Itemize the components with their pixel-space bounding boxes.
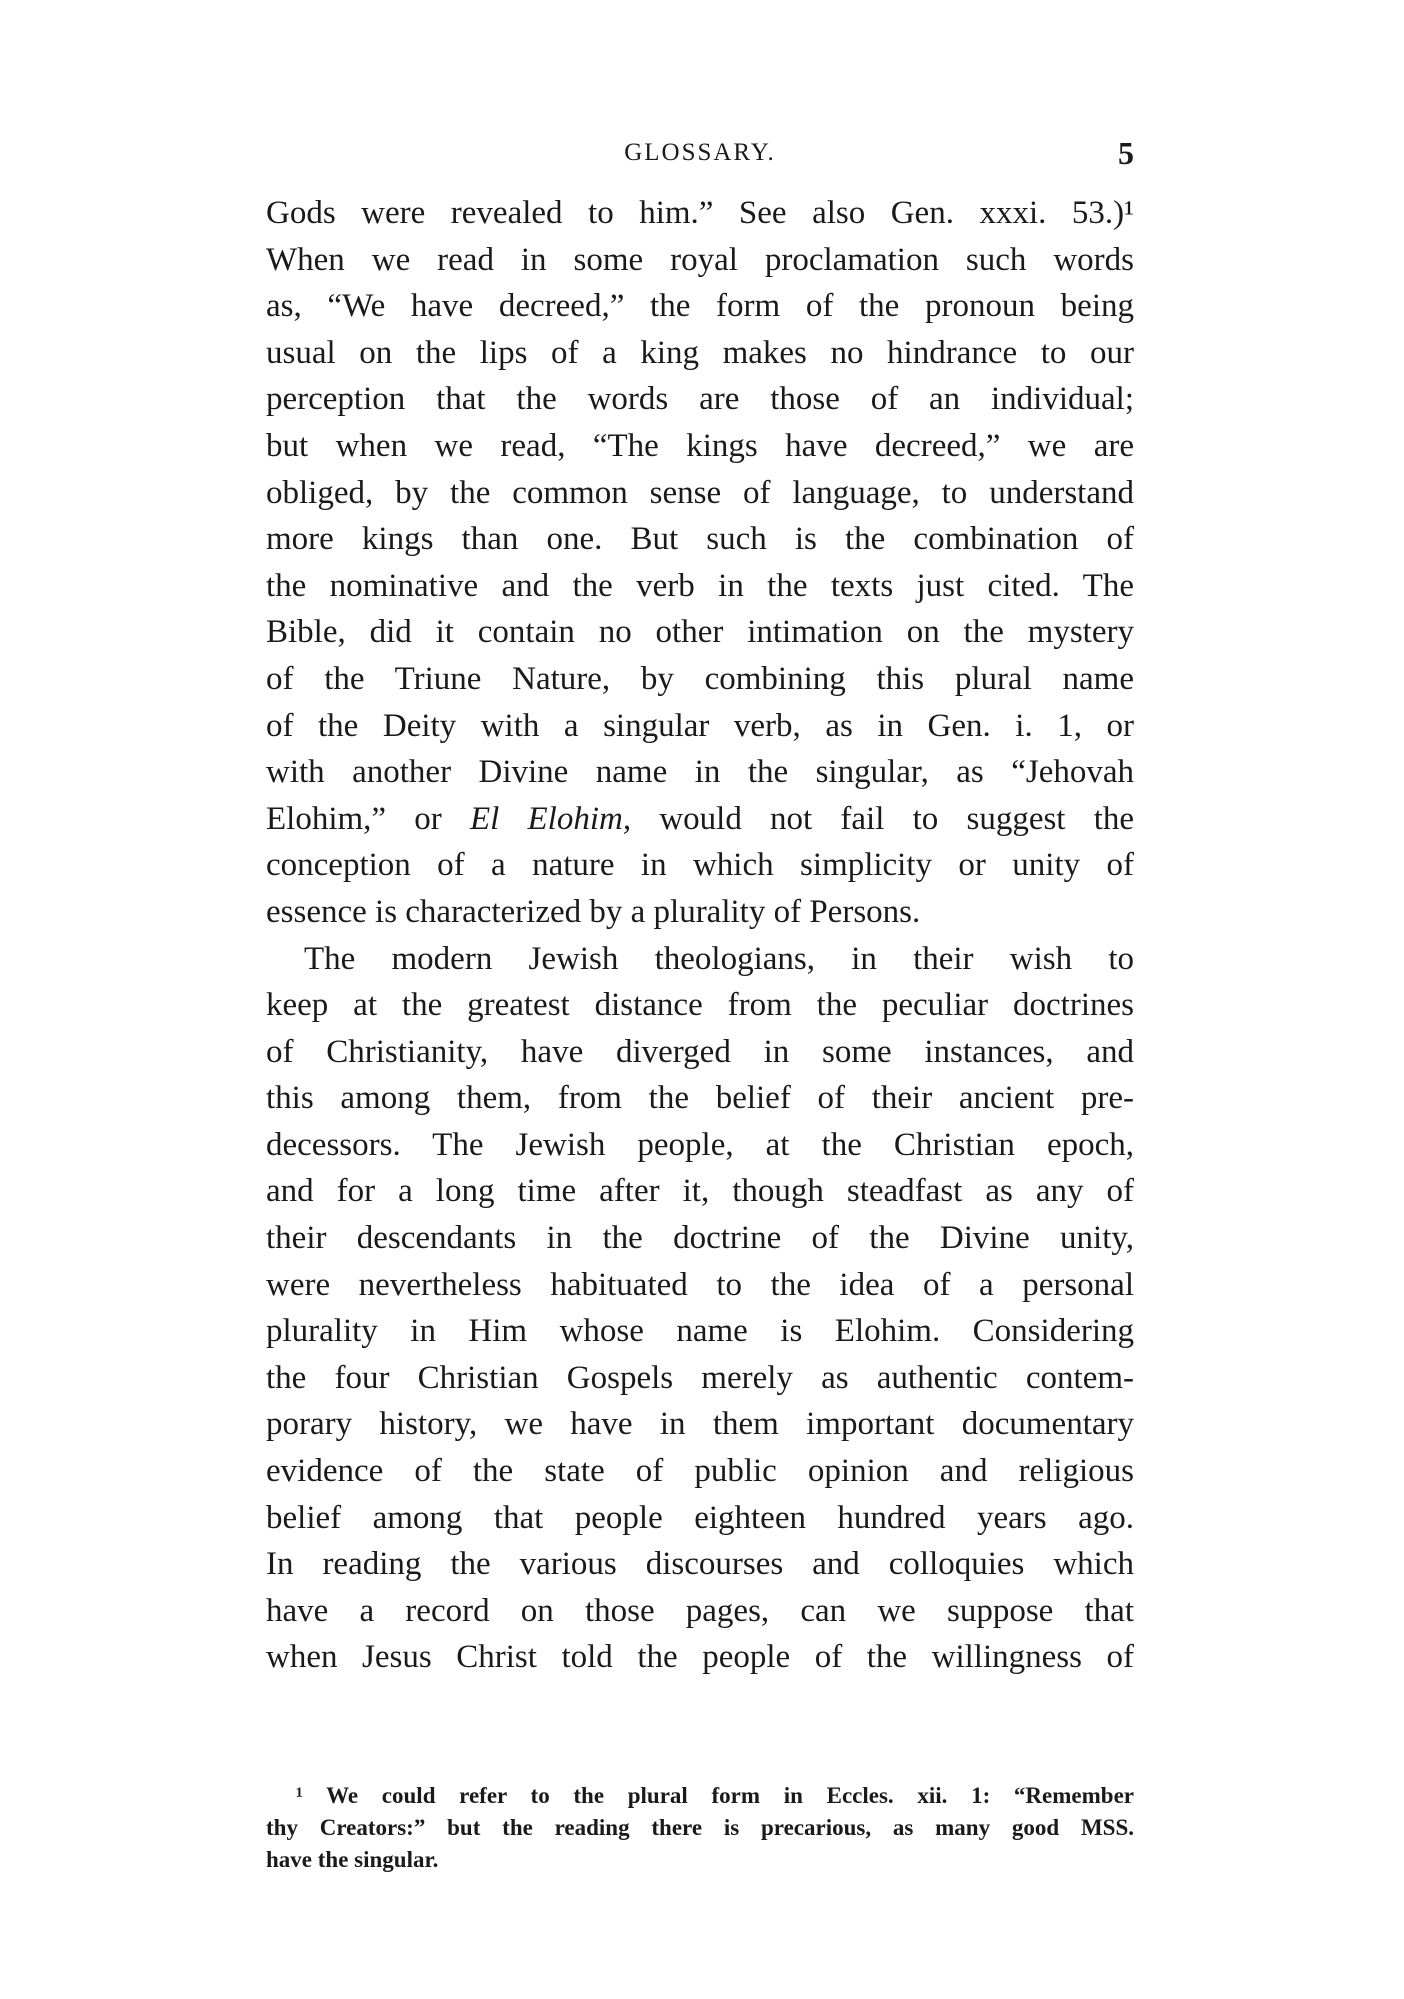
text-line: have a record on those pages, can we suppose that	[266, 1592, 1134, 1629]
text-line: their descendants in the doctrine of the Divine unity,	[266, 1220, 1134, 1257]
text-line: essence is characterized by a plurality of Persons.	[266, 893, 921, 930]
text-line: plurality in Him whose name is Elohim. Considering	[266, 1313, 1134, 1350]
text-line: perception that the words are those of an individual;	[266, 381, 1134, 418]
italic-term: El Elohim,	[469, 800, 632, 837]
text-line: as, “We have decreed,” the form of the pronoun being	[266, 288, 1134, 325]
footnote-line: thy Creators:” but the reading there is precarious, as many good MSS.	[266, 1815, 1134, 1840]
text-line: keep at the greatest distance from the peculiar doctrines	[266, 987, 1134, 1024]
text-line: more kings than one. But such is the combination of	[266, 521, 1134, 558]
text-line	[266, 796, 1134, 843]
text-line: evidence of the state of public opinion and religious	[266, 1453, 1134, 1490]
text-line: the four Christian Gospels merely as authentic contem-	[266, 1359, 1134, 1396]
text-line: but when we read, “The kings have decreed,” we are	[266, 427, 1134, 464]
text-line: the nominative and the verb in the texts just cited. The	[266, 567, 1134, 604]
footnote-line: have the singular.	[266, 1847, 439, 1872]
text-line: decessors. The Jewish people, at the Christian epoch,	[266, 1126, 1134, 1163]
text-line: were nevertheless habituated to the idea of a personal	[266, 1266, 1134, 1303]
text-line: of the Deity with a singular verb, as in Gen. i. 1, or	[266, 707, 1134, 744]
text-line: In reading the various discourses and colloquies which	[266, 1546, 1134, 1583]
text-line: and for a long time after it, though steadfast as any of	[266, 1173, 1134, 1210]
text-line: Gods were revealed to him.” See also Gen. xxxi. 53.)¹	[266, 195, 1134, 231]
body-text	[266, 190, 1134, 1681]
text-line: porary history, we have in them important documentary	[266, 1406, 1134, 1443]
text-line: conception of a nature in which simplicity or unity of	[266, 847, 1134, 884]
text-line: with another Divine name in the singular, as “Jehovah	[266, 754, 1134, 791]
text-line: when Jesus Christ told the people of the willingness of	[266, 1639, 1134, 1676]
text-line: usual on the lips of a king makes no hindrance to our	[266, 334, 1134, 371]
text-line: The modern Jewish theologians, in their wish to	[304, 940, 1134, 977]
page-number: 5	[1118, 135, 1134, 171]
running-head	[266, 133, 1134, 173]
footnote	[266, 1780, 1134, 1876]
running-title: GLOSSARY.	[624, 139, 776, 166]
footnote-line: ¹ We could refer to the plural form in Eccles. xii. 1: “Remember	[296, 1783, 1134, 1808]
text-line: of Christianity, have diverged in some instances, and	[266, 1033, 1134, 1070]
text-line: When we read in some royal proclamation such words	[266, 241, 1134, 278]
text-line: Bible, did it contain no other intimation on the mystery	[266, 614, 1134, 651]
text-line: this among them, from the belief of their ancient pre-	[266, 1080, 1134, 1117]
text-line: of the Triune Nature, by combining this plural name	[266, 660, 1134, 697]
text-segment: would not fail to suggest the	[659, 800, 1134, 837]
text-segment: Elohim,” or	[266, 800, 442, 837]
text-line: obliged, by the common sense of language, to understand	[266, 474, 1134, 511]
text-line: belief among that people eighteen hundred years ago.	[266, 1499, 1134, 1536]
